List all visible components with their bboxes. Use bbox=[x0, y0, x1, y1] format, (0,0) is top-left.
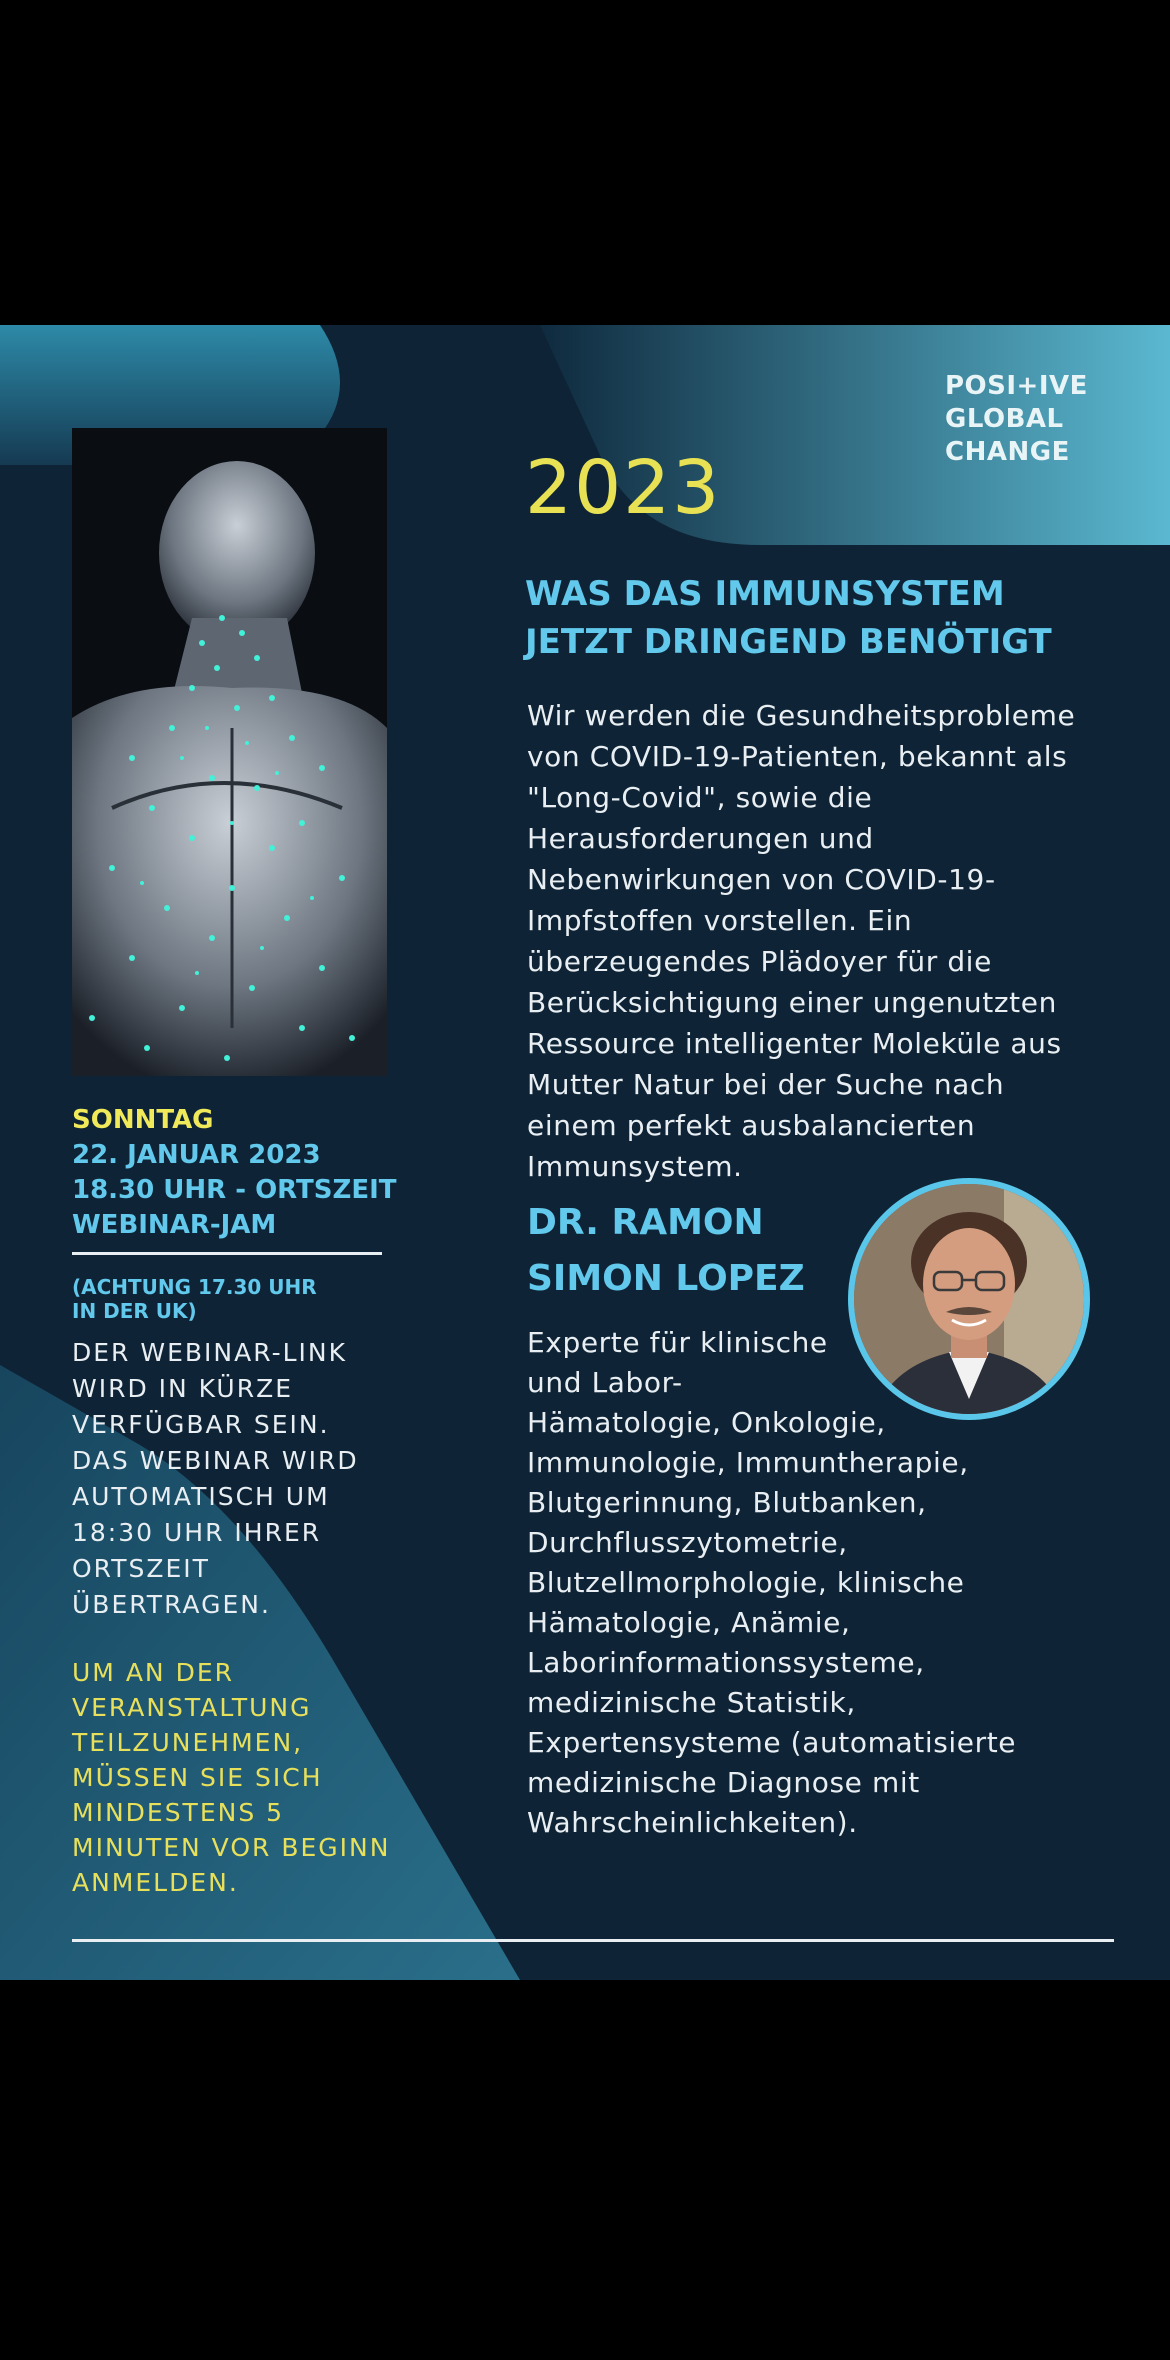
logo-line-1: POSI+IVE bbox=[945, 371, 1088, 401]
description-line: Wir werden die Gesundheitsprobleme bbox=[527, 699, 1076, 732]
event-poster bbox=[0, 325, 1170, 1980]
page-title bbox=[525, 570, 1145, 666]
link-info-line: ÜBERTRAGEN. bbox=[72, 1590, 271, 1619]
description-line: Mutter Natur bei der Suche nach bbox=[527, 1068, 1005, 1101]
expertise-line: Blutgerinnung, Blutbanken, bbox=[527, 1486, 927, 1519]
register-line: MINUTEN VOR BEGINN bbox=[72, 1833, 391, 1862]
webinar-link-info bbox=[72, 1335, 359, 1623]
link-info-line: WIRD IN KÜRZE bbox=[72, 1374, 293, 1403]
speaker-name-line-2: SIMON LOPEZ bbox=[527, 1258, 805, 1299]
description-line: Impfstoffen vorstellen. Ein bbox=[527, 904, 913, 937]
expertise-line: Blutzellmorphologie, klinische bbox=[527, 1566, 965, 1599]
uk-time-notice bbox=[72, 1275, 317, 1323]
register-line: UM AN DER bbox=[72, 1658, 234, 1687]
description-line: Nebenwirkungen von COVID-19- bbox=[527, 863, 996, 896]
description-line: von COVID-19-Patienten, bekannt als bbox=[527, 740, 1068, 773]
event-year: 2023 bbox=[525, 445, 722, 531]
title-line-1: WAS DAS IMMUNSYSTEM bbox=[525, 574, 1005, 614]
expertise-line: Wahrscheinlichkeiten). bbox=[527, 1806, 858, 1839]
expertise-line: und Labor- bbox=[527, 1366, 683, 1399]
expertise-line: medizinische Diagnose mit bbox=[527, 1766, 920, 1799]
description-line: "Long-Covid", sowie die bbox=[527, 781, 873, 814]
expertise-line: Hämatologie, Onkologie, bbox=[527, 1406, 886, 1439]
brand-logo bbox=[945, 370, 1088, 469]
registration-info bbox=[72, 1655, 390, 1900]
lymph-body-icon bbox=[72, 428, 387, 1076]
link-info-line: AUTOMATISCH UM bbox=[72, 1482, 330, 1511]
event-date: 22. JANUAR 2023 bbox=[72, 1140, 321, 1170]
expertise-line: Immunologie, Immuntherapie, bbox=[527, 1446, 969, 1479]
expertise-line: medizinische Statistik, bbox=[527, 1686, 856, 1719]
link-info-line: 18:30 UHR IHRER bbox=[72, 1518, 322, 1547]
expertise-line: Expertensysteme (automatisierte bbox=[527, 1726, 1017, 1759]
logo-line-2: GLOBAL bbox=[945, 404, 1064, 434]
description-line: überzeugendes Plädoyer für die bbox=[527, 945, 992, 978]
register-line: MÜSSEN SIE SICH bbox=[72, 1763, 323, 1792]
event-platform: WEBINAR-JAM bbox=[72, 1210, 277, 1240]
expertise-line: Hämatologie, Anämie, bbox=[527, 1606, 851, 1639]
register-line: MINDESTENS 5 bbox=[72, 1798, 285, 1827]
register-line: ANMELDEN. bbox=[72, 1868, 239, 1897]
title-line-2: JETZT DRINGEND BENÖTIGT bbox=[525, 622, 1052, 662]
description-line: Immunsystem. bbox=[527, 1150, 743, 1183]
bottom-divider bbox=[72, 1939, 1114, 1942]
link-info-line: DAS WEBINAR WIRD bbox=[72, 1446, 359, 1475]
link-info-line: ORTSZEIT bbox=[72, 1554, 210, 1583]
register-line: VERANSTALTUNG bbox=[72, 1693, 312, 1722]
event-details bbox=[72, 1138, 397, 1243]
logo-line-3: CHANGE bbox=[945, 437, 1070, 467]
description-line: Ressource intelligenter Moleküle aus bbox=[527, 1027, 1062, 1060]
speaker-expertise bbox=[527, 1323, 1127, 1843]
human-figure-image bbox=[72, 428, 387, 1076]
register-line: TEILZUNEHMEN, bbox=[72, 1728, 304, 1757]
speaker-name-line-1: DR. RAMON bbox=[527, 1202, 764, 1243]
link-info-line: VERFÜGBAR SEIN. bbox=[72, 1410, 330, 1439]
notice-line-1: (ACHTUNG 17.30 UHR bbox=[72, 1275, 317, 1299]
description-line: Berücksichtigung einer ungenutzten bbox=[527, 986, 1057, 1019]
event-day: SONNTAG bbox=[72, 1105, 214, 1135]
description-line: einem perfekt ausbalancierten bbox=[527, 1109, 976, 1142]
speaker-name bbox=[527, 1195, 805, 1307]
expertise-line: Durchflusszytometrie, bbox=[527, 1526, 848, 1559]
notice-line-2: IN DER UK) bbox=[72, 1299, 197, 1323]
event-description bbox=[527, 695, 1107, 1187]
event-time: 18.30 UHR - ORTSZEIT bbox=[72, 1175, 397, 1205]
link-info-line: DER WEBINAR-LINK bbox=[72, 1338, 347, 1367]
expertise-line: Laborinformationssysteme, bbox=[527, 1646, 925, 1679]
description-line: Herausforderungen und bbox=[527, 822, 874, 855]
divider bbox=[72, 1252, 382, 1255]
expertise-line: Experte für klinische bbox=[527, 1326, 828, 1359]
